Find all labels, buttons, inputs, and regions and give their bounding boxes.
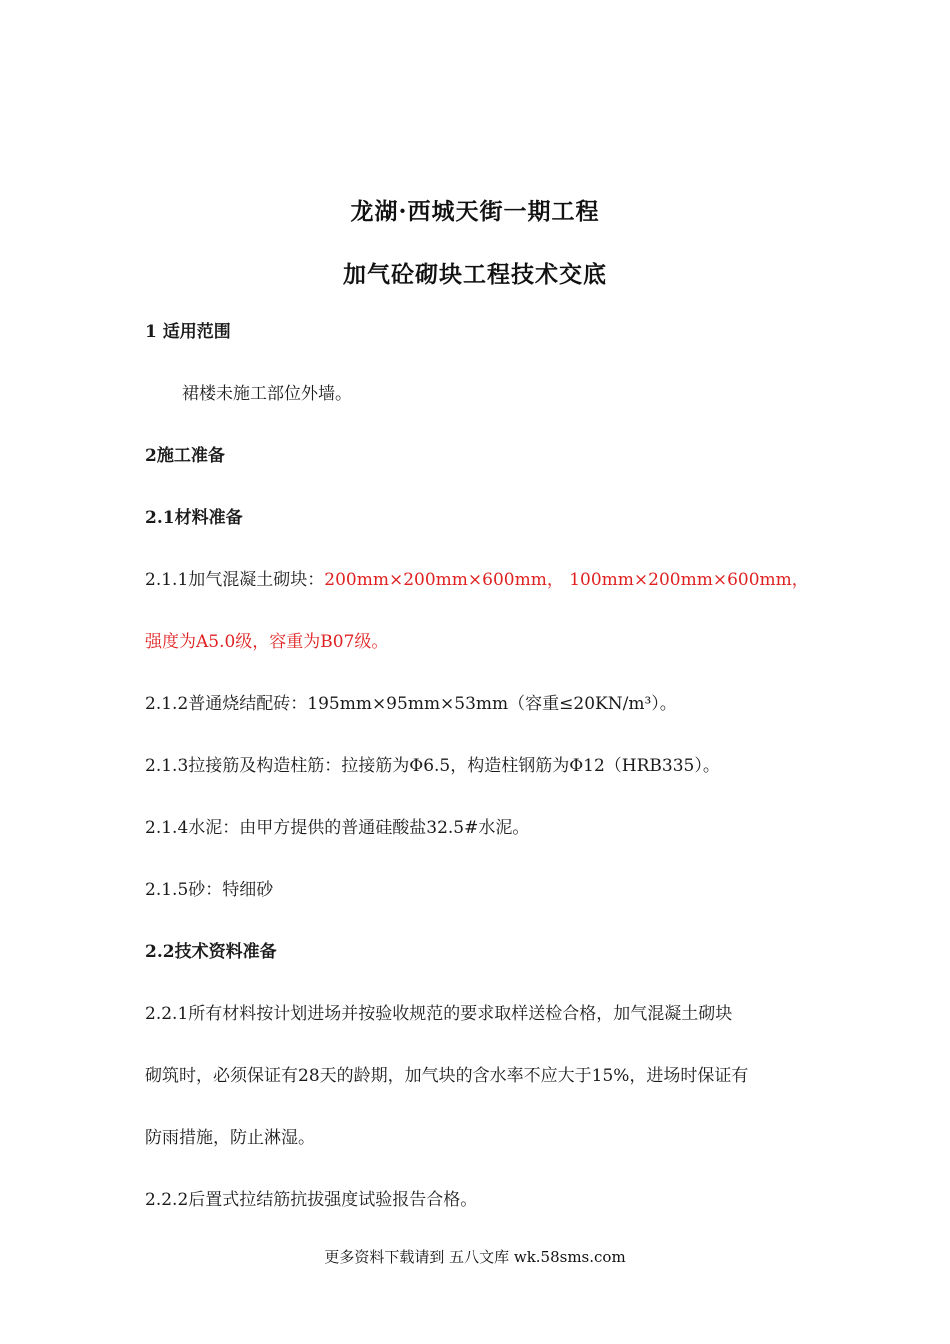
section-1-body: 裙楼未施工部位外墙。: [182, 384, 352, 404]
section-2-2-heading: 2.2技术资料准备: [145, 942, 277, 962]
document-subtitle: 加气砼砌块工程技术交底: [343, 261, 607, 288]
section-1-heading: 1 适用范围: [145, 322, 231, 342]
item-2-1-1-dimensions: 200mm×200mm×600mm， 100mm×200mm×600mm，: [324, 570, 809, 590]
item-2-2-1-line-1: 2.2.1所有材料按计划进场并按验收规范的要求取样送检合格，加气混凝土砌块: [145, 1004, 733, 1024]
footer-download-note: 更多资料下载请到 五八文库 wk.58sms.com: [324, 1248, 626, 1266]
item-2-2-2: 2.2.2后置式拉结筋抗拔强度试验报告合格。: [145, 1190, 478, 1210]
item-2-2-1-line-3: 防雨措施，防止淋湿。: [145, 1128, 315, 1148]
item-2-1-1-label: 2.1.1加气混凝土砌块：: [145, 570, 325, 590]
item-2-1-5: 2.1.5砂：特细砂: [145, 880, 274, 900]
item-2-1-3: 2.1.3拉接筋及构造柱筋：拉接筋为Φ6.5，构造柱钢筋为Φ12（HRB335）。: [145, 756, 720, 776]
project-title: 龙湖·西城天街一期工程: [350, 198, 600, 225]
item-2-2-1-line-2: 砌筑时，必须保证有28天的龄期，加气块的含水率不应大于15%，进场时保证有: [145, 1066, 749, 1086]
section-2-1-heading: 2.1材料准备: [145, 508, 243, 528]
section-2-heading: 2施工准备: [145, 446, 225, 466]
item-2-1-1-strength: 强度为A5.0级，容重为B07级。: [145, 632, 389, 652]
item-2-1-1: [145, 568, 815, 592]
item-2-1-2: 2.1.2普通烧结配砖：195mm×95mm×53mm（容重≤20KN/m³）。: [145, 694, 677, 714]
item-2-1-4: 2.1.4水泥：由甲方提供的普通硅酸盐32.5#水泥。: [145, 818, 530, 838]
